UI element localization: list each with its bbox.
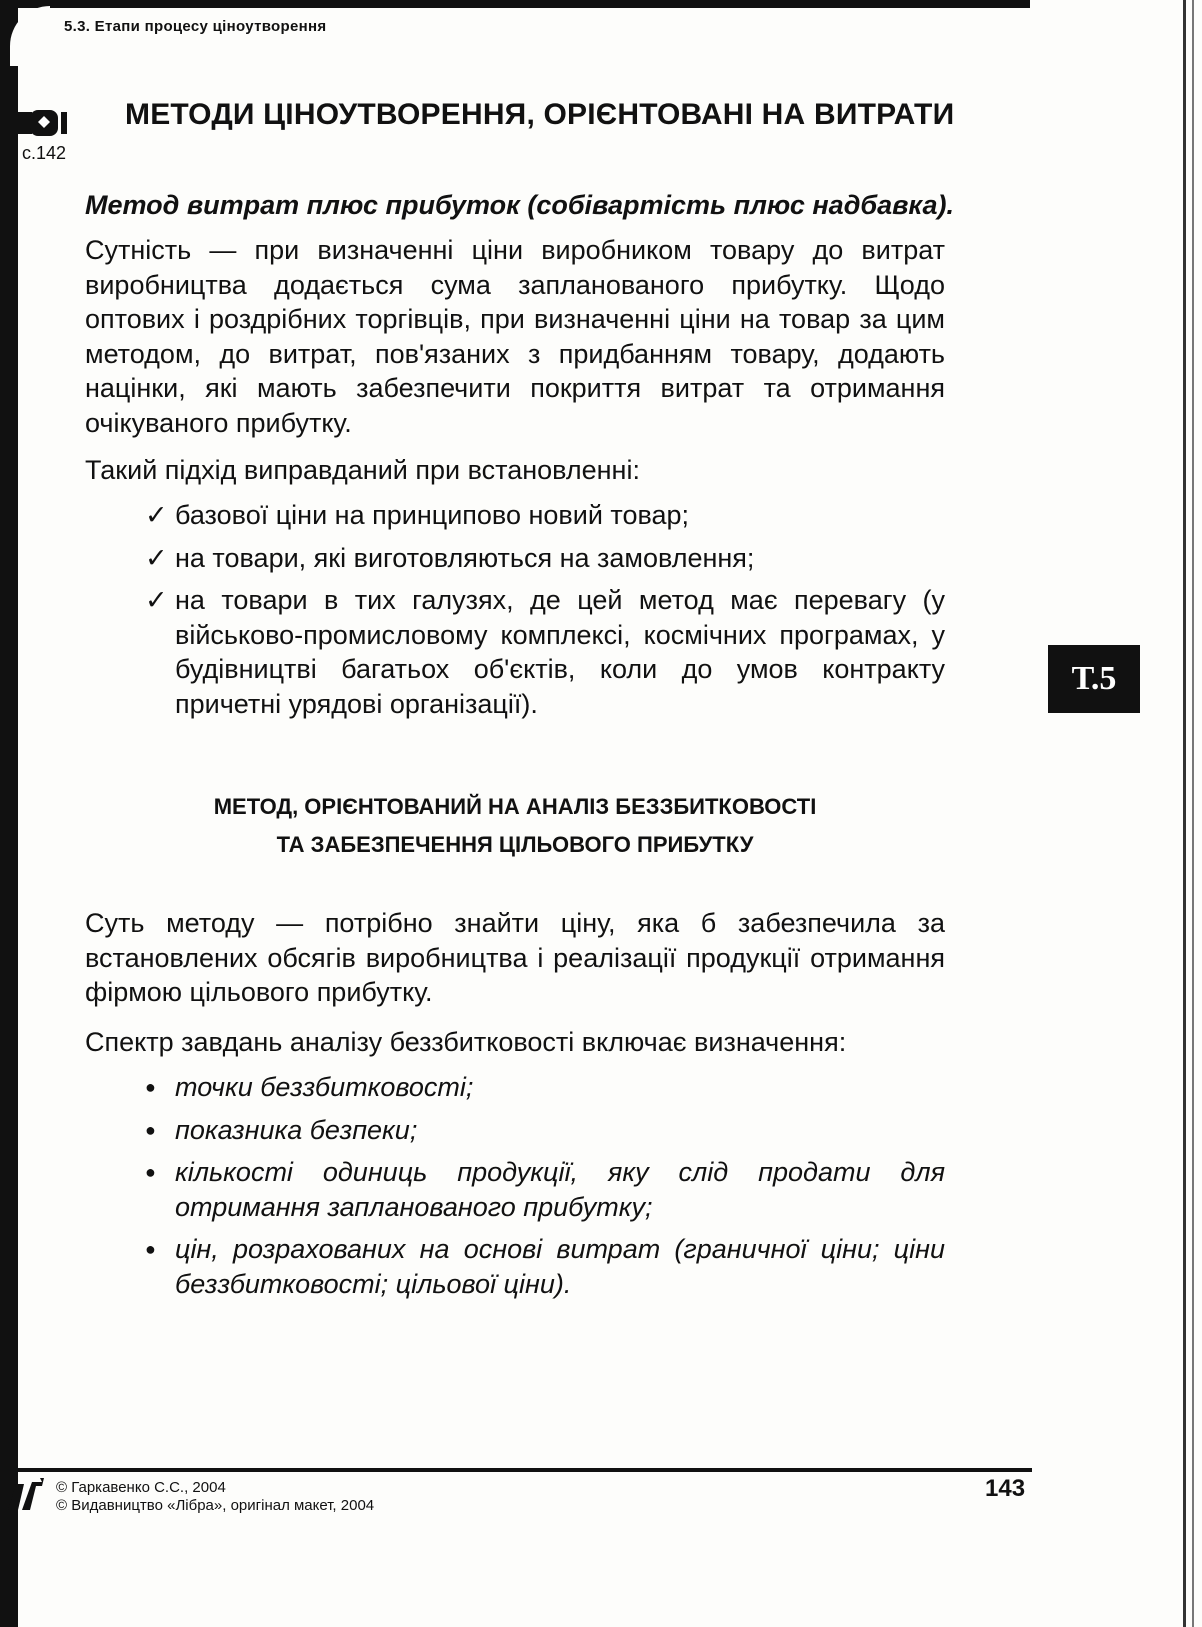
bullet-icon: ● — [145, 1119, 156, 1140]
copyright-publisher: © Видавництво «Лібра», оригінал макет, 2004 — [56, 1497, 375, 1514]
list-item-text: точки беззбитковості; — [175, 1072, 474, 1102]
list-item-text: кількості одиниць продукції, яку слід продати для отримання запланованого прибутку; — [175, 1157, 945, 1222]
list-item-text: на товари, які виготовляються на замовлення; — [175, 542, 755, 573]
section-heading-line2: ТА ЗАБЕЗПЕЧЕННЯ ЦІЛЬОВОГО ПРИБУТКУ — [276, 832, 754, 857]
intro-paragraph: Такий підхід виправданий при встановленні: — [85, 455, 640, 485]
top-border — [0, 0, 1030, 8]
intro-paragraph-2: Спектр завдань аналізу беззбитковості включає визначення: — [85, 1027, 847, 1057]
running-header: 5.3. Етапи процесу ціноутворення — [64, 18, 327, 35]
checklist — [145, 498, 945, 729]
list-item-text: цін, розрахованих на основі витрат (граничної ціни; ціни беззбитковості; цільової ціни). — [175, 1234, 945, 1299]
bullet-list — [145, 1070, 945, 1309]
footer-rule — [0, 1468, 1032, 1472]
checkmark-icon: ✓ — [145, 542, 168, 573]
checkmark-icon: ✓ — [145, 585, 168, 615]
list-item-text: на товари в тих галузях, де цей метод має перевагу (у військово-промисловому комплексі, космічних програмах, у будівництві багатьох об'єктів, коли до умов контракту причетні урядові організації). — [175, 585, 945, 719]
list-item-text: показника безпеки; — [175, 1114, 418, 1145]
right-border — [1183, 0, 1186, 1627]
list-item — [145, 541, 945, 576]
method-subtitle: Метод витрат плюс прибуток (собівартість плюс надбавка). — [85, 190, 954, 220]
bullet-icon: ● — [145, 1239, 156, 1259]
pointing-hand-icon — [18, 108, 70, 138]
list-item — [145, 583, 945, 721]
bullet-icon: ● — [145, 1077, 156, 1097]
section-heading — [85, 788, 945, 864]
list-item — [145, 1232, 945, 1301]
right-border-inner — [1192, 0, 1194, 1627]
list-item — [145, 1155, 945, 1224]
checkmark-icon: ✓ — [145, 500, 168, 530]
publisher-logo-icon — [6, 1476, 46, 1512]
list-item — [145, 1070, 945, 1105]
left-border — [0, 0, 18, 1627]
list-item — [145, 498, 945, 533]
section-heading-line1: МЕТОД, ОРІЄНТОВАНИЙ НА АНАЛІЗ БЕЗЗБИТКОВОСТІ — [213, 794, 817, 819]
bullet-icon: ● — [145, 1162, 156, 1182]
copyright-author: © Гаркавенко С.С., 2004 — [56, 1479, 226, 1496]
list-item — [145, 1113, 945, 1148]
list-item-text: базової ціни на принципово новий товар; — [175, 500, 690, 530]
page-title: МЕТОДИ ЦІНОУТВОРЕННЯ, ОРІЄНТОВАНІ НА ВИТРАТИ — [125, 98, 955, 131]
page-reference: с.142 — [22, 143, 67, 163]
essence-paragraph-2: Суть методу — потрібно знайти ціну, яка б забезпечила за встановлених обсягів виробництва і реалізації продукції отримання фірмою цільового прибутку. — [85, 908, 945, 1007]
essence-paragraph: Сутність — при визначенні ціни виробником товару до витрат виробництва додається сума запланованого прибутку. Щодо оптових і роздрібних торгівців, при визначенні ціни на товар за цим методом, до витрат, пов'язаних з придбанням товару, додають націнки, які мають забезпечити покриття витрат та отримання очікуваного прибутку. — [85, 235, 945, 438]
page-number: 143 — [985, 1475, 1026, 1502]
topic-tab: Т.5 — [1048, 645, 1140, 713]
